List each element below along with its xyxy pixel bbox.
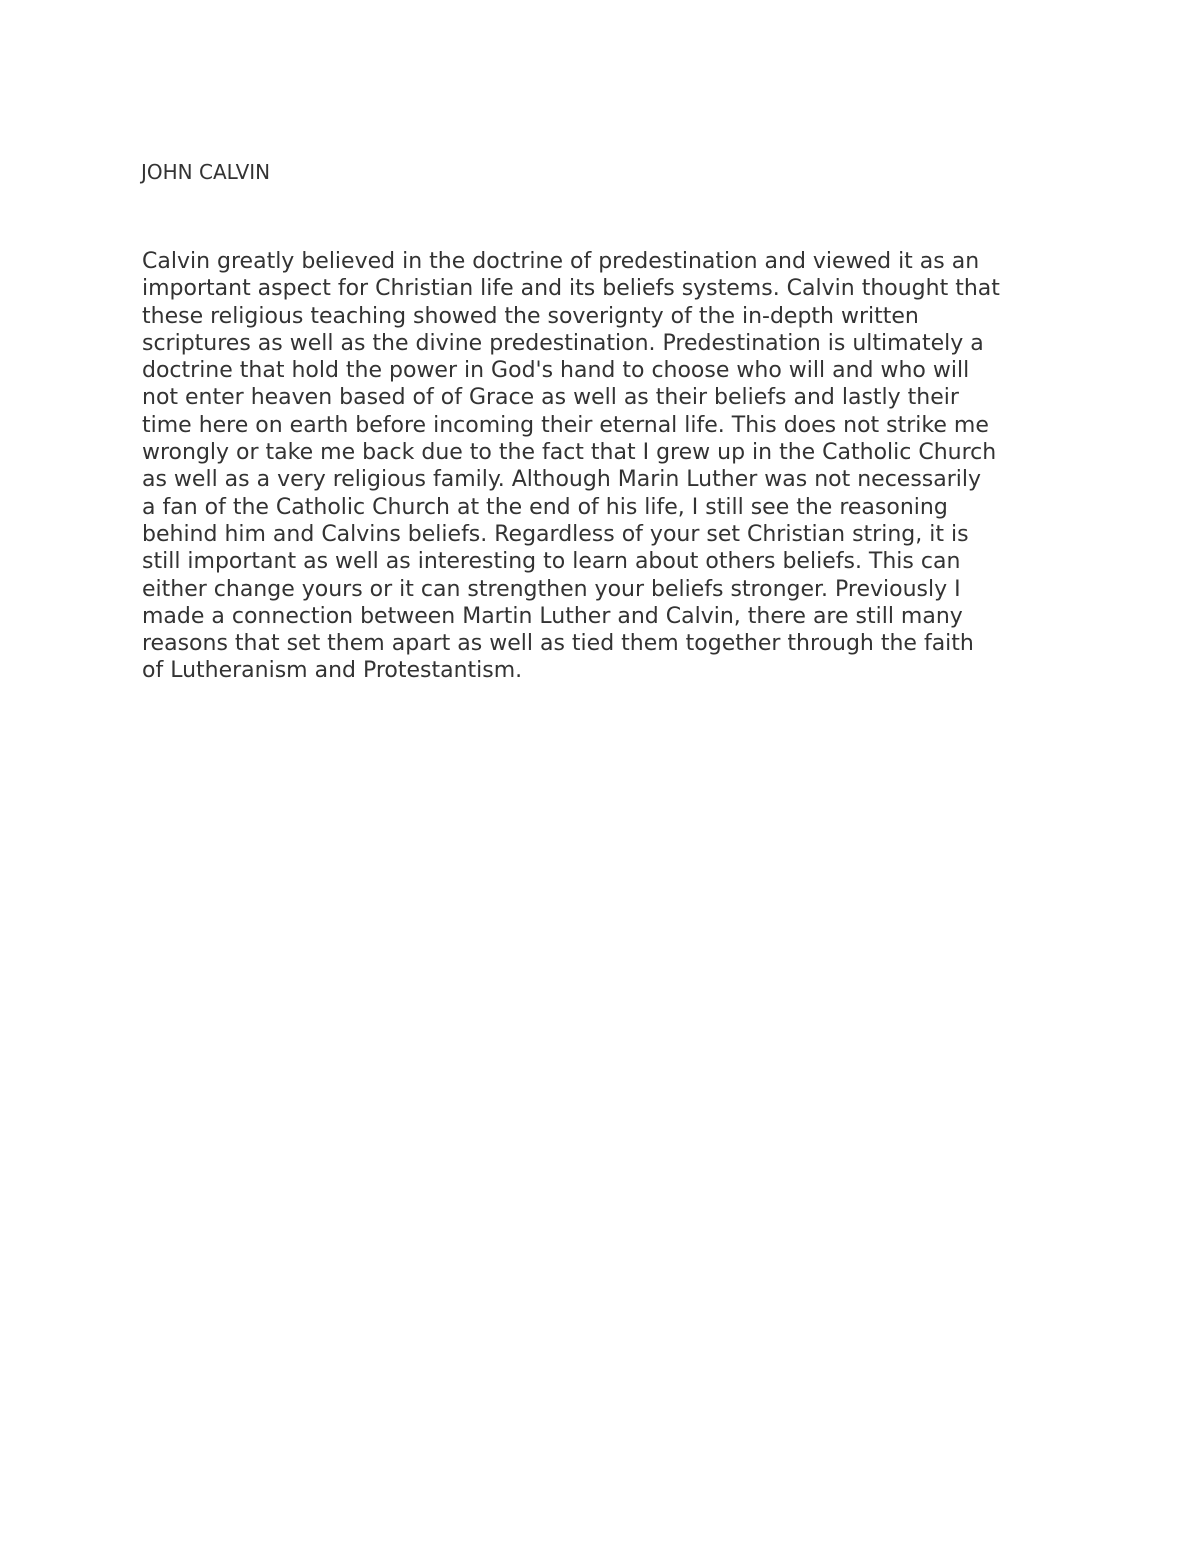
paragraph-line: behind him and Calvins beliefs. Regardless of your set Christian string, it is xyxy=(142,521,969,547)
paragraph-line: not enter heaven based of of Grace as well as their beliefs and lastly their xyxy=(142,385,959,411)
paragraph-line: reasons that set them apart as well as tied them together through the faith xyxy=(142,631,974,657)
body-paragraph xyxy=(142,248,1082,685)
paragraph-line: wrongly or take me back due to the fact that I grew up in the Catholic Church xyxy=(142,440,997,466)
paragraph-line: important aspect for Christian life and its beliefs systems. Calvin thought that xyxy=(142,276,1000,302)
paragraph-line: still important as well as interesting to learn about others beliefs. This can xyxy=(142,549,961,575)
paragraph-line: Calvin greatly believed in the doctrine of predestination and viewed it as an xyxy=(142,249,980,274)
paragraph-line: as well as a very religious family. Although Marin Luther was not necessarily xyxy=(142,467,982,493)
paragraph-line: a fan of the Catholic Church at the end of his life, I still see the reasoning xyxy=(142,494,948,520)
paragraph-line: either change yours or it can strengthen your beliefs stronger. Previously I xyxy=(142,576,961,602)
document-title: JOHN CALVIN xyxy=(141,160,271,184)
paragraph-line: time here on earth before incoming their eternal life. This does not strike me xyxy=(142,412,989,438)
paragraph-line: doctrine that hold the power in God's hand to choose who will and who will xyxy=(142,358,970,384)
paragraph-line: these religious teaching showed the soverignty of the in-depth written xyxy=(142,303,919,329)
paragraph-line: made a connection between Martin Luther and Calvin, there are still many xyxy=(142,603,963,629)
paragraph-line: of Lutheranism and Protestantism. xyxy=(142,658,523,684)
paragraph-line: scriptures as well as the divine predestination. Predestination is ultimately a xyxy=(142,330,984,356)
